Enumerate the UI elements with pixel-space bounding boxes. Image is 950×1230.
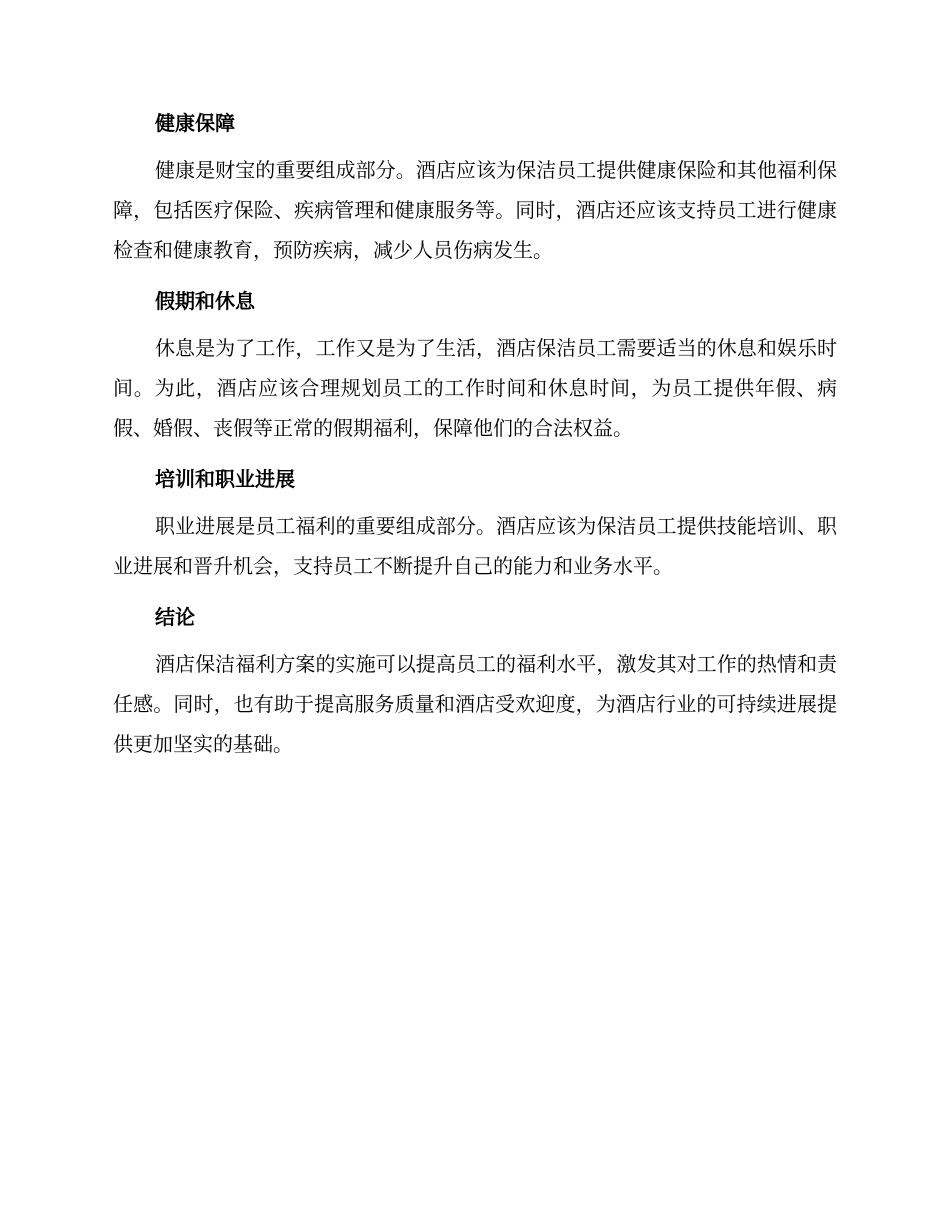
section-health: [113, 108, 837, 270]
document-page: [113, 108, 837, 780]
section-heading: 健康保障: [155, 111, 235, 135]
section-heading: 假期和休息: [155, 289, 255, 313]
section-training: [113, 464, 837, 586]
section-conclusion: [113, 602, 837, 764]
section-paragraph: 健康是财宝的重要组成部分。酒店应该为保洁员工提供健康保险和其他福利保障，包括医疗保险、疾病管理和健康服务等。同时，酒店还应该支持员工进行健康检查和健康教育，预防疾病，减少人员伤病发生。: [113, 158, 837, 262]
section-paragraph: 职业进展是员工福利的重要组成部分。酒店应该为保洁员工提供技能培训、职业进展和晋升机会，支持员工不断提升自己的能力和业务水平。: [113, 514, 837, 578]
section-paragraph: 休息是为了工作，工作又是为了生活，酒店保洁员工需要适当的休息和娱乐时间。为此，酒店应该合理规划员工的工作时间和休息时间，为员工提供年假、病假、婚假、丧假等正常的假期福利，保障他们的合法权益。: [113, 336, 837, 440]
section-heading: 培训和职业进展: [155, 467, 295, 491]
section-paragraph: 酒店保洁福利方案的实施可以提高员工的福利水平，激发其对工作的热情和责任感。同时，也有助于提高服务质量和酒店受欢迎度，为酒店行业的可持续进展提供更加坚实的基础。: [113, 652, 837, 756]
section-heading: 结论: [155, 605, 195, 629]
section-holidays: [113, 286, 837, 448]
